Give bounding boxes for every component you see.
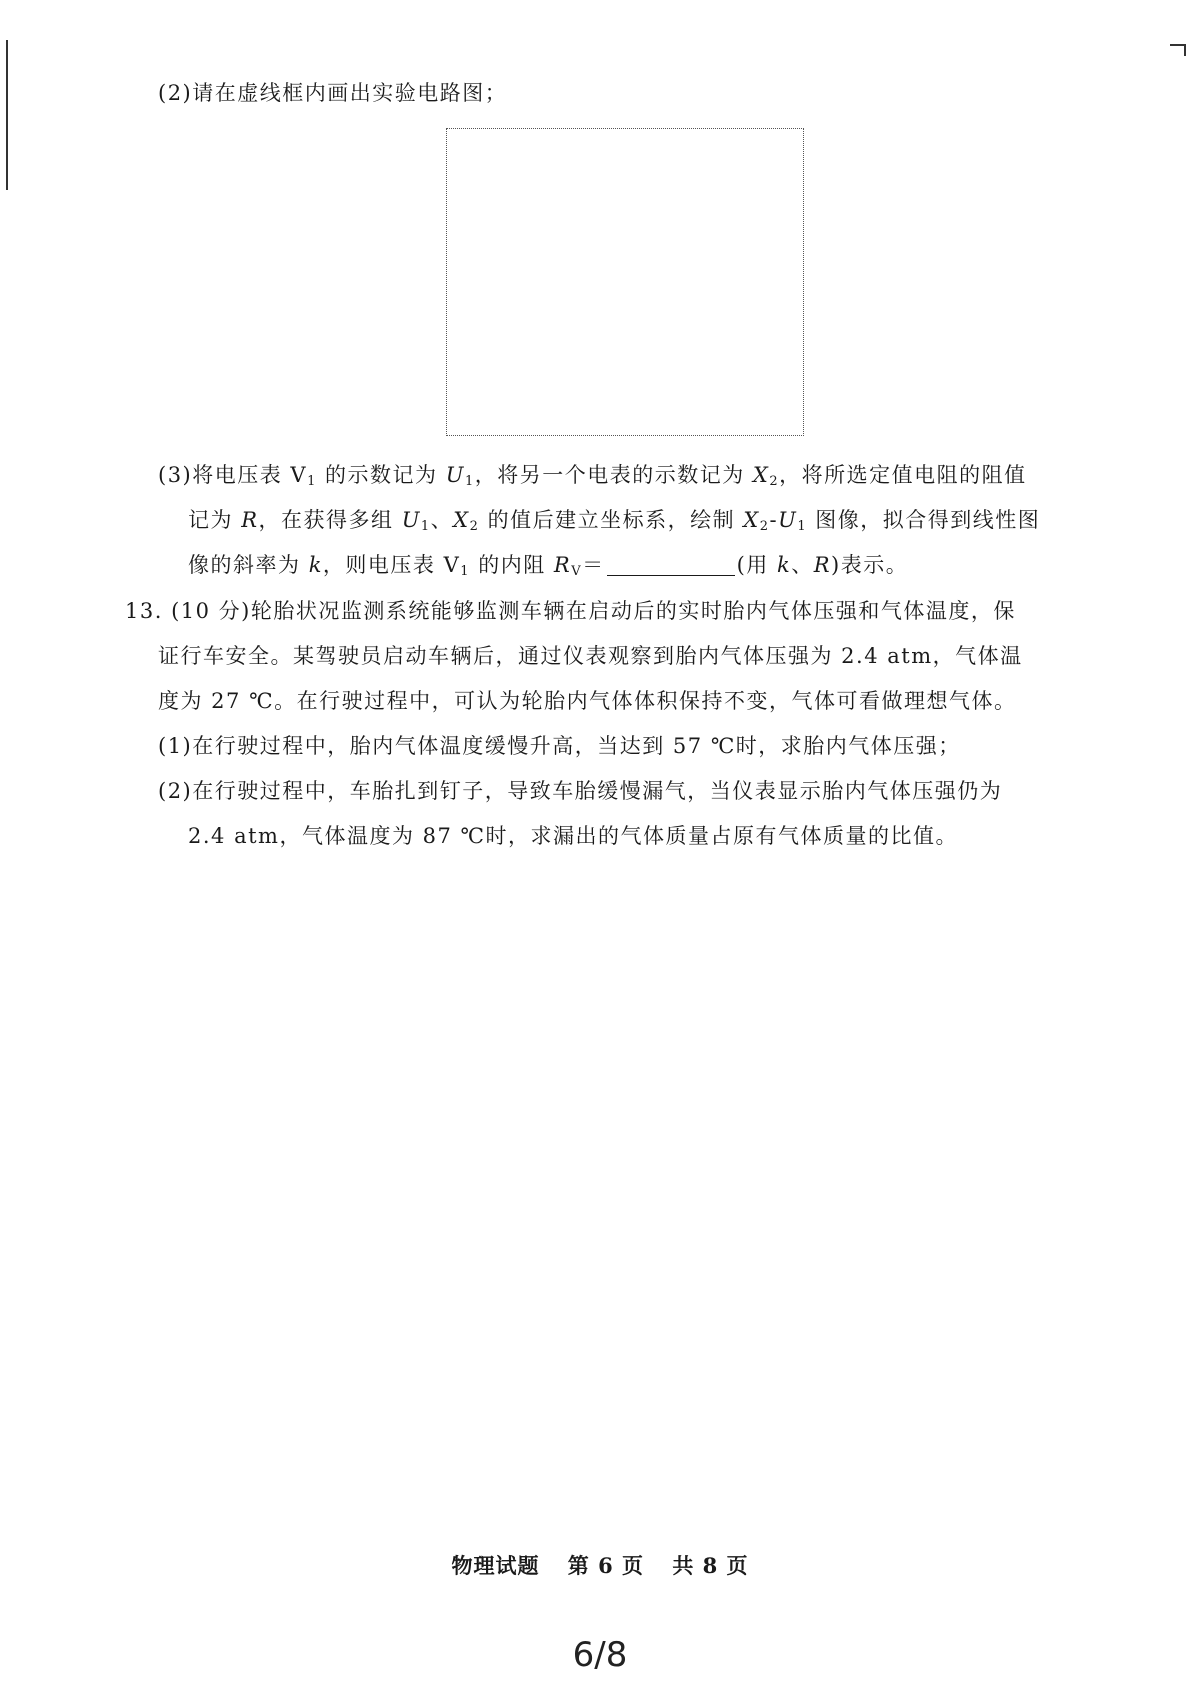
q12-part3-line1: (3)将电压表 $V_1$ 的示数记为 $U_1$，将另一个电表的示数记为 $X_2$，将所选定值电阻的阻值 [158,463,1027,489]
page-indicator: 6/8 [572,1635,628,1675]
footer-total: 共 8 页 [672,1553,749,1578]
q12-part2-text: (2)请在虚线框内画出实验电路图； [158,81,508,105]
footer-subject: 物理试题 [451,1553,540,1578]
q13-line1: 13. (10 分)轮胎状况监测系统能够监测车辆在启动后的实时胎内气体压强和气体温度，保 [125,599,1016,623]
footer-page: 第 6 页 [567,1553,644,1578]
q13-sub1: (1)在行驶过程中，胎内气体温度缓慢升高，当达到 57 ℃时，求胎内气体压强； [158,734,961,758]
scan-corner-mark [1184,44,1186,56]
q13-line2: 证行车安全。某驾驶员启动车辆后，通过仪表观察到胎内气体压强为 2.4 atm，气体温 [158,644,1023,668]
page-footer [0,1550,1200,1580]
q12-part3-line3: 像的斜率为 k，则电压表 $V_1$ 的内阻 $R_V=$ (用 k、R)表示。 [188,553,909,579]
q13-sub2-line2: 2.4 atm，气体温度为 87 ℃时，求漏出的气体质量占原有气体质量的比值。 [188,824,959,848]
answer-blank[interactable] [607,553,735,576]
q12-part3-line2: 记为 R，在获得多组 $U_1$、$X_2$ 的值后建立坐标系，绘制 $X_2-U_1$ 图像，拟合得到线性图 [188,508,1041,534]
scan-edge-mark [6,40,8,190]
circuit-drawing-box [446,128,804,436]
q13-line3: 度为 27 ℃。在行驶过程中，可认为轮胎内气体体积保持不变，气体可看做理想气体。 [158,689,1017,713]
q13-sub2-line1: (2)在行驶过程中，车胎扎到钉子，导致车胎缓慢漏气，当仪表显示胎内气体压强仍为 [158,779,1003,803]
